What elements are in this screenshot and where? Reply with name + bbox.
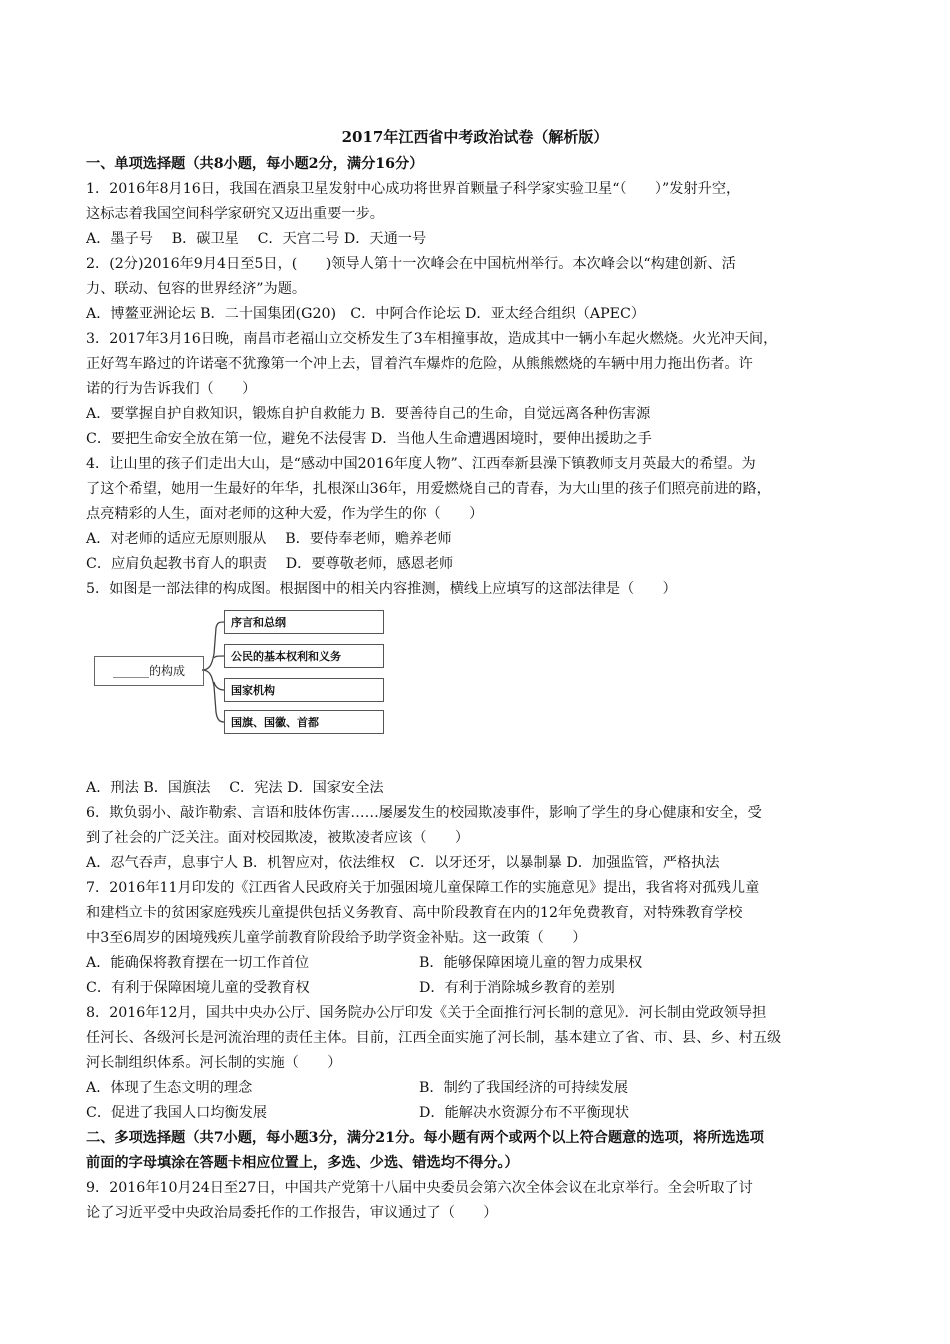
question-stem: 中3至6周岁的困境残疾儿童学前教育阶段给予助学资金补贴。这一政策（ ） [86, 930, 587, 946]
option-a: A．能确保将教育摆在一切工作首位 [86, 955, 310, 971]
section-heading: 前面的字母填涂在答题卡相应位置上，多选、少选、错选均不得分。） [86, 1155, 519, 1171]
question-stem: 2．(2分)2016年9月4日至5日，( )领导人第十一次峰会在中国杭州举行。本次峰会以“构建创新、活 [86, 256, 736, 272]
question-options: A．墨子号 B．碳卫星 C．天宫二号 D．天通一号 [86, 231, 427, 247]
option-b: B．能够保障困境儿童的智力成果权 [419, 955, 643, 971]
diagram-item: 国家机构 [224, 678, 384, 702]
option-c: C．有利于保障困境儿童的受教育权 [86, 980, 310, 996]
diagram-item: 序言和总纲 [224, 610, 384, 634]
law-structure-diagram [88, 606, 388, 766]
option-d: D．能解决水资源分布不平衡现状 [419, 1105, 630, 1121]
option-b: B．制约了我国经济的可持续发展 [419, 1080, 629, 1096]
option-c: C．促进了我国人口均衡发展 [86, 1105, 268, 1121]
page-title: 2017年江西省中考政治试卷（解析版） [341, 128, 609, 146]
question-stem: 河长制组织体系。河长制的实施（ ） [86, 1055, 342, 1071]
question-options: A．要掌握自护自救知识，锻炼自护自救能力 B．要善待自己的生命，自觉远离各种伤害源 [86, 406, 651, 422]
question-stem: 这标志着我国空间科学家研究又迈出重要一步。 [86, 206, 384, 222]
question-options: A．对老师的适应无原则服从 B．要侍奉老师，赡养老师 [86, 531, 452, 547]
question-stem: 了这个希望，她用一生最好的年华，扎根深山36年，用爱燃烧自己的青春，为大山里的孩子们照亮前进的路， [86, 481, 771, 497]
question-stem: 和建档立卡的贫困家庭残疾儿童提供包括义务教育、高中阶段教育在内的12年免费教育，对特殊教育学校 [86, 905, 743, 921]
option-d: D．有利于消除城乡教育的差别 [419, 980, 615, 996]
options-row [86, 1076, 872, 1101]
options-row [86, 976, 872, 1001]
question-stem: 点亮精彩的人生，面对老师的这种大爱，作为学生的你（ ） [86, 506, 484, 522]
question-stem: 1．2016年8月16日，我国在酒泉卫星发射中心成功将世界首颗量子科学家实验卫星“（ ）”发射升空， [86, 181, 741, 197]
diagram-item: 国旗、国徽、首都 [224, 710, 384, 734]
question-stem: 8．2016年12月，国共中央办公厅、国务院办公厅印发《关于全面推行河长制的意见》．河长制由党政领导担 [86, 1005, 767, 1021]
section-heading: 一、单项选择题（共8小题，每小题2分，满分16分） [86, 156, 424, 172]
question-options: A．忍气吞声，息事宁人 B．机智应对，依法维权 C．以牙还牙，以暴制暴 D．加强监管，严格执法 [86, 855, 720, 871]
question-stem: 4．让山里的孩子们走出大山，是“感动中国2016年度人物”、江西奉新县澡下镇教师支月英最大的希望。为 [86, 456, 756, 472]
question-stem: 9．2016年10月24日至27日，中国共产党第十八届中央委员会第六次全体会议在北京举行。全会听取了讨 [86, 1180, 753, 1196]
question-options: A．刑法 B．国旗法 C．宪法 D．国家安全法 [86, 780, 384, 796]
question-stem: 诺的行为告诉我们（ ） [86, 381, 257, 397]
question-options: C．应肩负起教书育人的职责 D．要尊敬老师，感恩老师 [86, 556, 454, 572]
question-stem: 3．2017年3月16日晚，南昌市老福山立交桥发生了3车相撞事故，造成其中一辆小车起火燃烧。火光冲天间， [86, 331, 778, 347]
section-heading: 二、多项选择题（共7小题，每小题3分，满分21分。每小题有两个或两个以上符合题意的选项，将所选选项 [86, 1130, 764, 1146]
question-stem: 到了社会的广泛关注。面对校园欺凌，被欺凌者应该（ ） [86, 830, 470, 846]
question-stem: 正好驾车路过的许诺毫不犹豫第一个冲上去，冒着汽车爆炸的危险，从熊熊燃烧的车辆中用力拖出伤者。许 [86, 356, 753, 372]
options-row [86, 951, 872, 976]
question-stem: 6．欺负弱小、敲诈勒索、言语和肢体伤害……屡屡发生的校园欺凌事件，影响了学生的身心健康和安全，受 [86, 805, 762, 821]
options-row [86, 1101, 872, 1126]
question-options: A．博鳌亚洲论坛 B．二十国集团(G20) C．中阿合作论坛 D．亚太经合组织（APEC） [86, 306, 646, 322]
diagram-item: 公民的基本权利和义务 [224, 644, 384, 668]
exam-body [86, 152, 872, 1226]
question-stem: 7．2016年11月印发的《江西省人民政府关于加强困境儿童保障工作的实施意见》提出，我省将对孤残儿童 [86, 880, 760, 896]
diagram-root-label: ______的构成 [94, 656, 204, 686]
question-stem: 5．如图是一部法律的构成图。根据图中的相关内容推测，横线上应填写的这部法律是（ ） [86, 581, 677, 597]
question-stem: 力、联动、包容的世界经济”为题。 [86, 281, 307, 297]
question-stem: 任河长、各级河长是河流治理的责任主体。目前，江西全面实施了河长制，基本建立了省、市、县、乡、村五级 [86, 1030, 782, 1046]
option-a: A．体现了生态文明的理念 [86, 1080, 253, 1096]
question-options: C．要把生命安全放在第一位，避免不法侵害 D．当他人生命遭遇困境时，要伸出援助之手 [86, 431, 652, 447]
question-stem: 论了习近平受中央政治局委托作的工作报告，审议通过了（ ） [86, 1205, 498, 1221]
